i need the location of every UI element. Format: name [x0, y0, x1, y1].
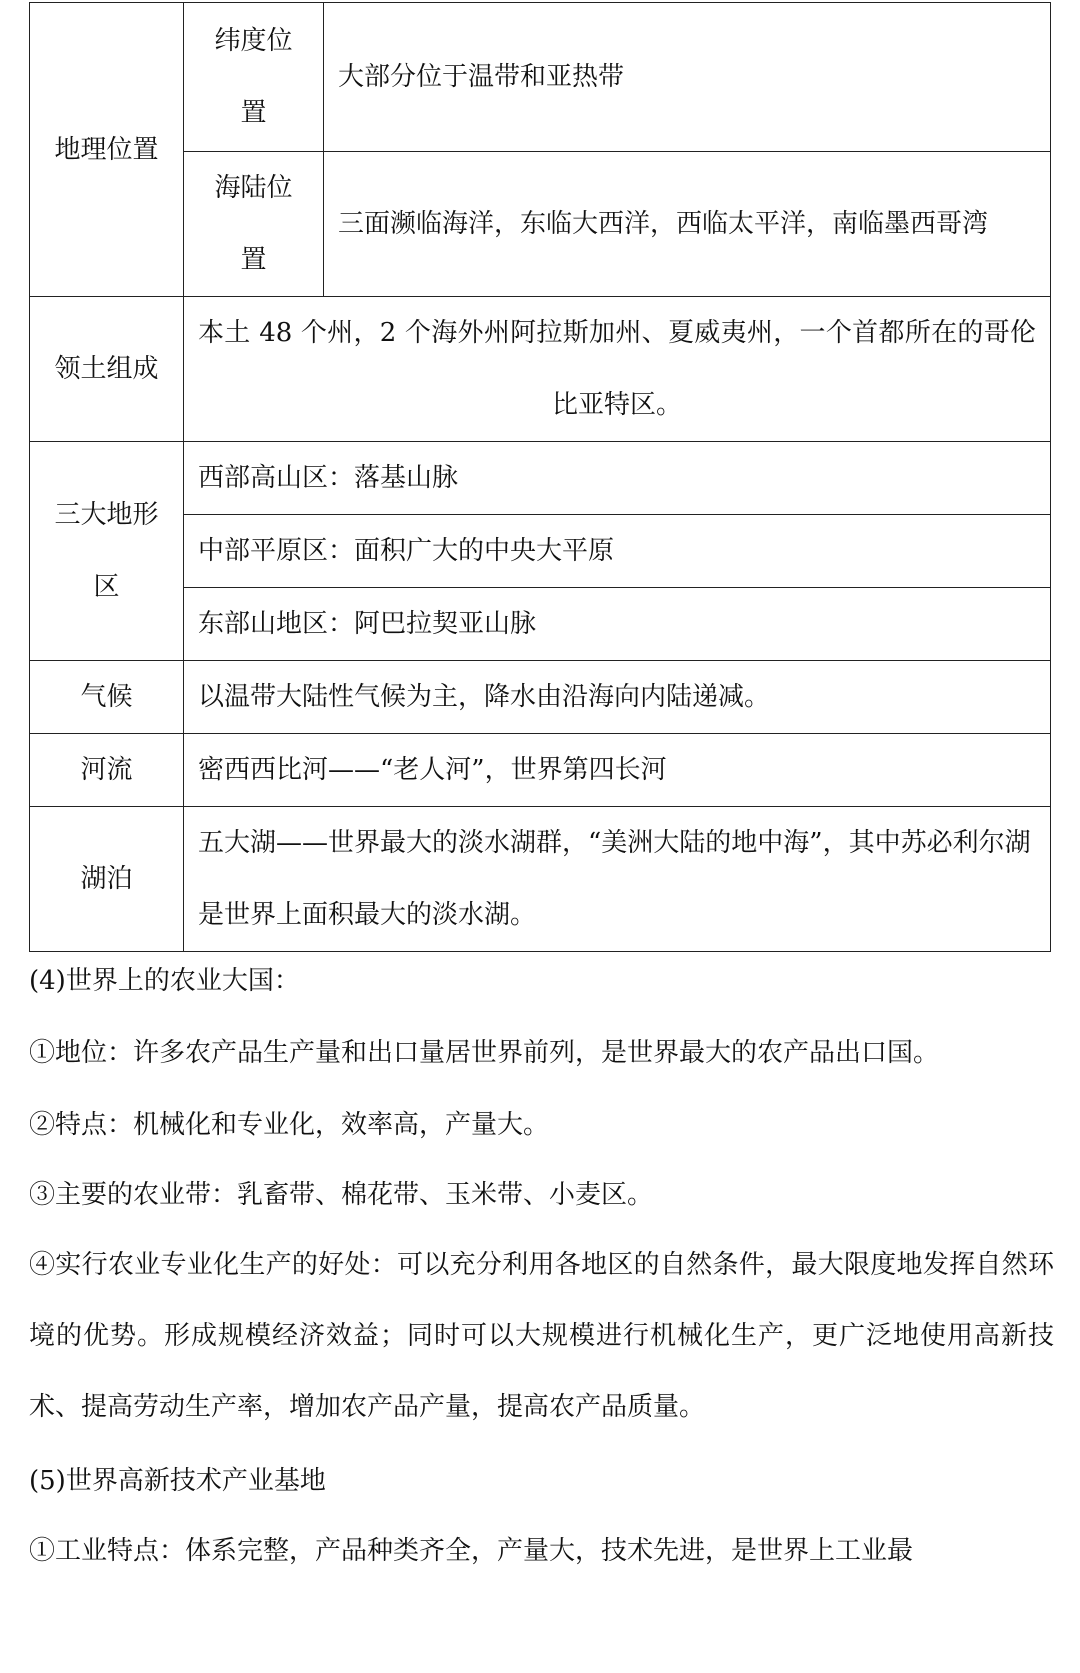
- land-sea-position-value: 三面濒临海洋，东临大西洋，西临太平洋，南临墨西哥湾: [324, 152, 1051, 297]
- geo-position-label: 地理位置: [30, 3, 184, 297]
- agriculture-heading: (4)世界上的农业大国：: [29, 966, 300, 996]
- landform-eastern: 东部山地区：阿巴拉契亚山脉: [184, 588, 1051, 661]
- territory-label: 领土组成: [30, 297, 184, 442]
- table-row: [30, 588, 1051, 661]
- table-row: [30, 297, 1051, 442]
- territory-value: 本土 48 个州，2 个海外州阿拉斯加州、夏威夷州，一个首都所在的哥伦比亚特区。: [184, 297, 1051, 442]
- river-value: 密西西比河——“老人河”，世界第四长河: [184, 734, 1051, 807]
- landforms-label: [30, 442, 184, 661]
- river-label: 河流: [30, 734, 184, 807]
- latitude-position-value: 大部分位于温带和亚热带: [324, 3, 1051, 152]
- agriculture-features: ②特点：机械化和专业化，效率高，产量大。: [29, 1110, 550, 1140]
- land-sea-position-label: [184, 152, 324, 297]
- agriculture-benefits: ④实行农业专业化生产的好处：可以充分利用各地区的自然条件，最大限度地发挥自然环境的优势。形成规模经济效益；同时可以大规模进行机械化生产，更广泛地使用高新技术、提高劳动生产率，增加农产品产量，提高农产品质量。: [29, 1250, 1054, 1422]
- label-line: 区: [93, 572, 120, 602]
- label-line: 纬度位: [214, 26, 293, 56]
- table-row: [30, 734, 1051, 807]
- table-row: [30, 152, 1051, 297]
- tech-features: ①工业特点：体系完整，产品种类齐全，产量大，技术先进，是世界上工业最: [29, 1536, 914, 1566]
- lakes-label: 湖泊: [30, 807, 184, 952]
- table-row: [30, 442, 1051, 515]
- agriculture-belts: ③主要的农业带：乳畜带、棉花带、玉米带、小麦区。: [29, 1180, 654, 1210]
- landform-western: 西部高山区：落基山脉: [184, 442, 1051, 515]
- latitude-position-label: [184, 3, 324, 152]
- label-line: 置: [240, 98, 267, 128]
- table-row: [30, 807, 1051, 952]
- landform-central: 中部平原区：面积广大的中央大平原: [184, 515, 1051, 588]
- usa-geography-table: [29, 2, 1051, 952]
- tech-heading: (5)世界高新技术产业基地: [29, 1466, 326, 1496]
- lakes-value: 五大湖——世界最大的淡水湖群，“美洲大陆的地中海”，其中苏必利尔湖是世界上面积最大的淡水湖。: [184, 807, 1051, 952]
- label-line: 海陆位: [214, 173, 293, 203]
- climate-value: 以温带大陆性气候为主，降水由沿海向内陆递减。: [184, 661, 1051, 734]
- table-row: [30, 515, 1051, 588]
- label-line: 置: [240, 245, 267, 275]
- climate-label: 气候: [30, 661, 184, 734]
- table-row: [30, 3, 1051, 152]
- table-row: [30, 661, 1051, 734]
- label-line: 三大地形: [54, 500, 159, 530]
- agriculture-status: ①地位：许多农产品生产量和出口量居世界前列，是世界最大的农产品出口国。: [29, 1038, 940, 1068]
